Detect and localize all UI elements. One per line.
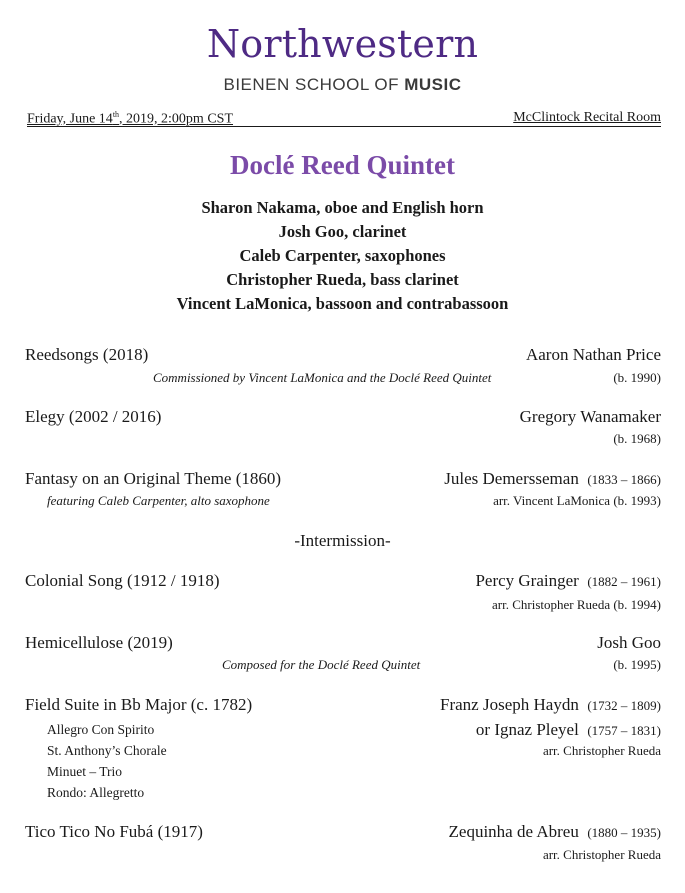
composer-reedsongs: Aaron Nathan Price	[525, 345, 661, 364]
composer-dates-elegy: (b. 1968)	[613, 431, 661, 446]
intermission-label: -Intermission-	[294, 531, 391, 550]
work-title-reedsongs: Reedsongs (2018)	[25, 345, 149, 364]
work-title-field-suite: Field Suite in Bb Major (c. 1782)	[25, 695, 253, 714]
school-name-suffix: MUSIC	[404, 75, 462, 94]
arranger-tico: arr. Christopher Rueda	[542, 847, 661, 862]
member-line: Vincent LaMonica, bassoon and contrabassoon	[176, 294, 509, 313]
composer-fantasy-dates: (1833 – 1866)	[587, 472, 661, 487]
composer-field-suite-dates: (1732 – 1809)	[587, 698, 661, 713]
alt-composer-field-suite	[476, 720, 661, 740]
event-date-suffix: , 2019, 2:00pm CST	[119, 111, 234, 127]
composer-hemicellulose: Josh Goo	[597, 633, 661, 652]
composer-dates-hemicellulose: (b. 1995)	[613, 657, 661, 672]
composer-field-suite	[440, 695, 661, 715]
ensemble-name: Doclé Reed Quintet	[230, 150, 455, 180]
movement-item: Allegro Con Spirito	[47, 722, 155, 737]
institution-logo: Northwestern	[206, 22, 479, 66]
composer-dates-reedsongs: (b. 1990)	[613, 370, 661, 385]
member-line: Josh Goo, clarinet	[278, 222, 407, 241]
member-line: Christopher Rueda, bass clarinet	[226, 270, 459, 289]
event-date-suffix-sup: th	[112, 110, 120, 119]
movement-item: St. Anthony’s Chorale	[47, 743, 167, 758]
composer-colonial-name: Percy Grainger	[475, 571, 579, 590]
work-title-fantasy: Fantasy on an Original Theme (1860)	[25, 469, 282, 488]
composer-field-suite-name: Franz Joseph Haydn	[440, 695, 579, 714]
work-title-colonial: Colonial Song (1912 / 1918)	[25, 571, 220, 590]
work-note-hemicellulose: Composed for the Doclé Reed Quintet	[222, 657, 421, 672]
work-title-tico: Tico Tico No Fubá (1917)	[25, 822, 203, 841]
event-date	[27, 110, 233, 128]
composer-colonial-dates: (1882 – 1961)	[587, 574, 661, 589]
composer-tico	[449, 822, 661, 842]
composer-fantasy-name: Jules Demersseman	[444, 469, 579, 488]
work-title-hemicellulose: Hemicellulose (2019)	[25, 633, 173, 652]
composer-elegy: Gregory Wanamaker	[519, 407, 661, 426]
alt-composer-field-suite-dates: (1757 – 1831)	[587, 723, 661, 738]
movement-item: Rondo: Allegretto	[47, 785, 145, 800]
arranger-field-suite: arr. Christopher Rueda	[542, 743, 661, 758]
school-name	[0, 75, 685, 95]
member-line: Sharon Nakama, oboe and English horn	[201, 198, 484, 217]
event-date-prefix: Friday, June 14	[27, 111, 113, 127]
school-name-prefix: BIENEN SCHOOL OF	[223, 75, 405, 94]
work-note-fantasy: featuring Caleb Carpenter, alto saxophone	[47, 493, 270, 508]
composer-tico-name: Zequinha de Abreu	[448, 822, 579, 841]
work-title-elegy: Elegy (2002 / 2016)	[25, 407, 162, 426]
work-note-reedsongs: Commissioned by Vincent LaMonica and the Doclé Reed Quintet	[153, 370, 492, 385]
composer-fantasy	[444, 469, 661, 489]
movement-item: Minuet – Trio	[47, 764, 123, 779]
composer-colonial	[475, 571, 661, 591]
member-line: Caleb Carpenter, saxophones	[239, 246, 446, 265]
arranger-colonial: arr. Christopher Rueda (b. 1994)	[492, 597, 661, 612]
alt-composer-field-suite-name: or Ignaz Pleyel	[475, 720, 579, 739]
event-venue: McClintock Recital Room	[513, 110, 661, 125]
arranger-fantasy: arr. Vincent LaMonica (b. 1993)	[493, 493, 661, 508]
composer-tico-dates: (1880 – 1935)	[587, 825, 661, 840]
